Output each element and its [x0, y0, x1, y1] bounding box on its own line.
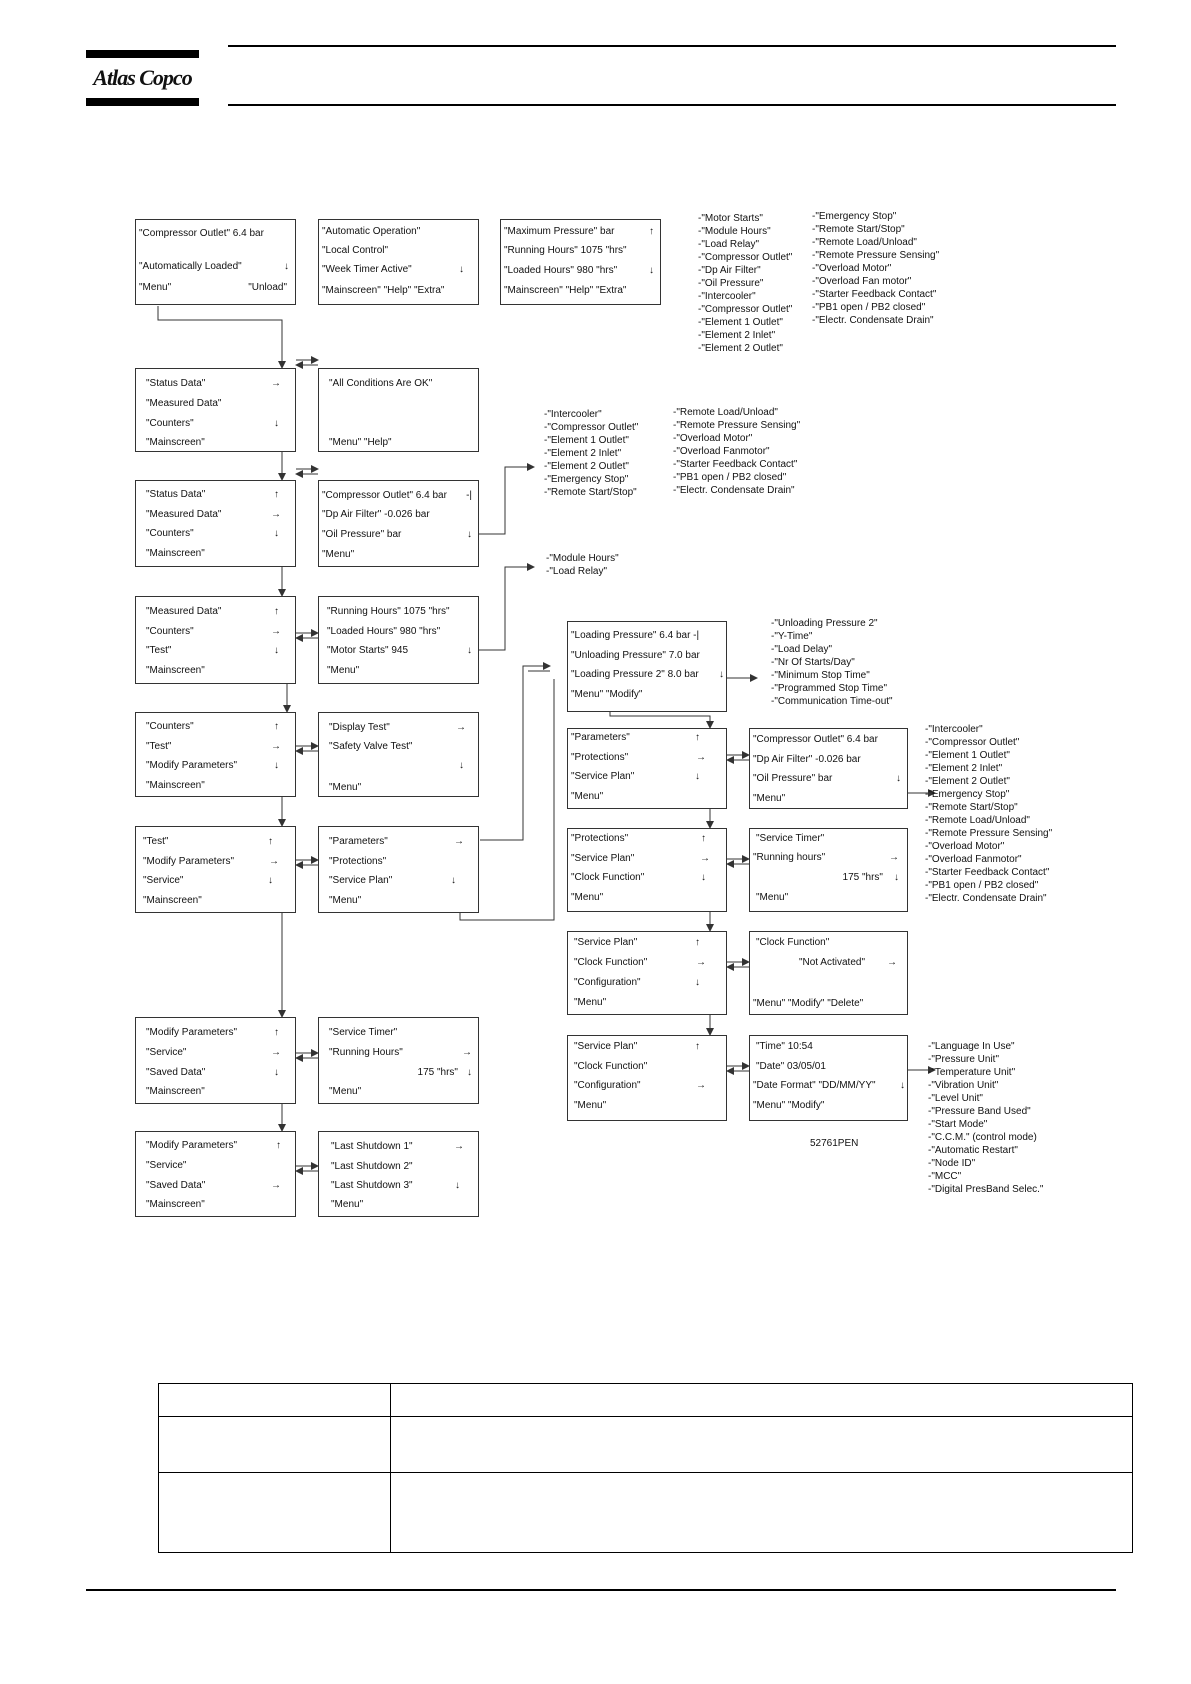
- box-line: "Compressor Outlet" 6.4 bar: [139, 228, 264, 239]
- arrow-down-icon: ↓: [649, 265, 654, 276]
- box-line: "Menu": [322, 549, 355, 560]
- box-service-plan-timer: [749, 828, 908, 912]
- box-line: -|: [466, 490, 472, 501]
- list-item: -"Module Hours": [698, 226, 771, 237]
- box-line: "Local Control": [322, 245, 389, 256]
- box-service-timer: [318, 1017, 479, 1104]
- list-item: -"Remote Start/Stop": [812, 224, 905, 235]
- arrow-right-icon: →: [887, 957, 897, 968]
- box-line: "Mainscreen" "Help" "Extra": [322, 285, 445, 296]
- box-line: "Status Data": [146, 378, 206, 389]
- list-item: -"Electr. Condensate Drain": [812, 315, 934, 326]
- box-line: "Counters": [146, 418, 194, 429]
- arrow-right-icon: →: [889, 852, 899, 863]
- arrow-down-icon: ↓: [719, 669, 724, 680]
- box-line: "Loading Pressure" 6.4 bar -|: [571, 630, 700, 641]
- box-line: "Automatically Loaded": [139, 261, 242, 272]
- box-line: "Mainscreen" "Help" "Extra": [504, 285, 627, 296]
- list-item: -"Start Mode": [928, 1119, 988, 1130]
- arrow-up-icon: ↑: [276, 1140, 281, 1151]
- box-line: "Test": [146, 645, 172, 656]
- box-loading-pressure: [567, 621, 727, 712]
- box-line: "Last Shutdown 3": [331, 1180, 413, 1191]
- box-line: "Menu": [756, 892, 789, 903]
- list-item: -"Temperature Unit": [928, 1067, 1016, 1078]
- box-line: "Mainscreen": [146, 437, 205, 448]
- box-line: "Safety Valve Test": [329, 741, 413, 752]
- box-menu-status-data: [135, 368, 296, 452]
- box-configuration: [749, 1035, 908, 1121]
- arrow-down-icon: ↓: [274, 1067, 279, 1078]
- list-item: -"Emergency Stop": [812, 211, 897, 222]
- list-item: -"Remote Load/Unload": [673, 407, 778, 418]
- arrow-right-icon: →: [696, 752, 706, 763]
- list-item: -"Electr. Condensate Drain": [673, 485, 795, 496]
- arrow-up-icon: ↑: [274, 606, 279, 617]
- box-line: "Oil Pressure" bar: [753, 773, 833, 784]
- arrow-right-icon: →: [456, 722, 466, 733]
- list-item: -"Compressor Outlet": [544, 422, 639, 433]
- list-configuration: [928, 1040, 1043, 1196]
- arrow-right-icon: →: [696, 1080, 706, 1091]
- box-line: "Protections": [571, 752, 629, 763]
- list-item: -"Dp Air Filter": [698, 265, 761, 276]
- list-item: -"Starter Feedback Contact": [925, 867, 1050, 878]
- arrow-down-icon: ↓: [701, 872, 706, 883]
- table-cell: [159, 1473, 391, 1553]
- box-line: "Menu": [327, 665, 360, 676]
- list-item: -"Element 2 Outlet": [925, 776, 1010, 787]
- list-item: -"Remote Start/Stop": [925, 802, 1018, 813]
- box-line: "Saved Data": [146, 1180, 206, 1191]
- box-line: "Running hours": [753, 852, 826, 863]
- box-line: "Service": [143, 875, 184, 886]
- list-item: -"Module Hours": [546, 553, 619, 564]
- box-line: "Counters": [146, 528, 194, 539]
- box-line: "Dp Air Filter" -0.026 bar: [753, 754, 861, 765]
- arrow-down-icon: ↓: [284, 261, 289, 272]
- box-line: "Menu" "Modify": [753, 1100, 825, 1111]
- box-line: "Service": [146, 1160, 187, 1171]
- box-line: "Service Plan": [571, 853, 635, 864]
- arrow-right-icon: →: [454, 1141, 464, 1152]
- box-line: "Clock Function": [571, 872, 645, 883]
- arrow-right-icon: →: [271, 509, 281, 520]
- arrow-down-icon: ↓: [459, 264, 464, 275]
- list-item: -"Pressure Band Used": [928, 1106, 1031, 1117]
- list-item: -"Motor Starts": [698, 213, 763, 224]
- arrow-up-icon: ↑: [649, 226, 654, 237]
- box-line: "Dp Air Filter" -0.026 bar: [322, 509, 430, 520]
- list-item: -"Element 2 Inlet": [925, 763, 1003, 774]
- arrow-down-icon: ↓: [900, 1080, 905, 1091]
- box-menu-test: [135, 712, 296, 797]
- box-last-shutdowns: [318, 1131, 479, 1217]
- list-item: -"Load Delay": [771, 644, 833, 655]
- arrow-right-icon: →: [271, 741, 281, 752]
- box-test-options: [318, 712, 479, 797]
- box-line: "Unloading Pressure" 7.0 bar: [571, 650, 700, 661]
- box-line: "Date" 03/05/01: [756, 1061, 826, 1072]
- box-line: "Service Plan": [571, 771, 635, 782]
- box-line: "Service Plan": [574, 1041, 638, 1052]
- arrow-down-icon: ↓: [268, 875, 273, 886]
- list-item: -"Overload Fanmotor": [673, 446, 770, 457]
- box-line: 175 "hrs": [417, 1067, 458, 1078]
- list-item: -"Remote Pressure Sensing": [925, 828, 1053, 839]
- box-line: "Loaded Hours" 980 "hrs": [327, 626, 441, 637]
- list-measured-b: [673, 406, 800, 497]
- list-item: -"Load Relay": [698, 239, 760, 250]
- arrow-down-icon: ↓: [459, 760, 464, 771]
- arrow-down-icon: ↓: [274, 645, 279, 656]
- box-clock-function: [749, 931, 908, 1015]
- arrow-down-icon: ↓: [274, 760, 279, 771]
- arrow-down-icon: ↓: [274, 418, 279, 429]
- box-line: "Service Timer": [329, 1027, 398, 1038]
- wire-main-to-menu: [158, 306, 282, 368]
- box-line: "Last Shutdown 1": [331, 1141, 413, 1152]
- list-item: -"Digital PresBand Selec.": [928, 1184, 1044, 1195]
- list-item: -"Remote Pressure Sensing": [673, 420, 801, 431]
- arrow-up-icon: ↑: [695, 937, 700, 948]
- list-item: -"Pressure Unit": [928, 1054, 1000, 1065]
- table-row: [159, 1417, 1133, 1473]
- box-line: "Test": [143, 836, 169, 847]
- arrow-down-icon: ↓: [467, 645, 472, 656]
- list-item: -"Minimum Stop Time": [771, 670, 870, 681]
- box-line: "Clock Function": [574, 957, 648, 968]
- box-line: "Mainscreen": [146, 665, 205, 676]
- list-item: -"Element 1 Outlet": [698, 317, 783, 328]
- list-item: -"Compressor Outlet": [698, 252, 793, 263]
- box-main-display: [135, 219, 296, 305]
- list-item: -"Electr. Condensate Drain": [925, 893, 1047, 904]
- wire-measured-to-list: [478, 467, 534, 534]
- arrow-down-icon: ↓: [274, 528, 279, 539]
- list-item: -"Element 2 Inlet": [698, 330, 776, 341]
- arrow-right-icon: →: [454, 836, 464, 847]
- arrow-down-icon: ↓: [695, 771, 700, 782]
- box-line: "Menu" "Help": [329, 437, 392, 448]
- box-line: "Service Timer": [756, 833, 825, 844]
- list-item: -"Overload Motor": [673, 433, 753, 444]
- box-line: "Menu": [574, 997, 607, 1008]
- table-cell: [391, 1473, 1133, 1553]
- arrow-up-icon: ↑: [695, 1041, 700, 1052]
- box-line: "Compressor Outlet" 6.4 bar: [753, 734, 878, 745]
- wire-counters-to-list: [478, 567, 534, 650]
- box-line: "Menu": [329, 1086, 362, 1097]
- list-item: -"C.C.M." (control mode): [928, 1132, 1037, 1143]
- arrow-right-icon: →: [271, 1047, 281, 1058]
- box-modify-options: [318, 826, 479, 913]
- list-item: -"Programmed Stop Time": [771, 683, 888, 694]
- box-line: "Measured Data": [146, 509, 222, 520]
- box-line: "All Conditions Are OK": [329, 378, 433, 389]
- list-item: -"Remote Load/Unload": [812, 237, 917, 248]
- table-row: [159, 1473, 1133, 1553]
- list-item: -"Emergency Stop": [925, 789, 1010, 800]
- box-line: "Service Plan": [329, 875, 393, 886]
- list-item: -"Overload Motor": [812, 263, 892, 274]
- list-item: -"PB1 open / PB2 closed": [812, 302, 926, 313]
- box-line: "Configuration": [574, 977, 641, 988]
- box-measured-values: [318, 480, 479, 567]
- box-line: "Measured Data": [146, 398, 222, 409]
- list-protections: [925, 723, 1052, 905]
- logo-wordmark: Atlas Copco: [93, 65, 192, 90]
- arrow-up-icon: ↑: [701, 833, 706, 844]
- box-line: "Date Format" "DD/MM/YY": [753, 1080, 876, 1091]
- box-line: "Saved Data": [146, 1067, 206, 1078]
- list-measured-a: [544, 408, 638, 499]
- arrow-right-icon: →: [462, 1047, 472, 1058]
- box-line: "Modify Parameters": [146, 760, 238, 771]
- box-line: "Motor Starts" 945: [327, 645, 409, 656]
- box-line: "Clock Function": [756, 937, 830, 948]
- list-counters-b: [546, 552, 619, 578]
- list-item: -"PB1 open / PB2 closed": [673, 472, 787, 483]
- arrow-right-icon: →: [271, 1180, 281, 1191]
- box-line: "Modify Parameters": [143, 856, 235, 867]
- list-item: -"Overload Fanmotor": [925, 854, 1022, 865]
- list-item: -"Intercooler": [698, 291, 756, 302]
- box-line: "Compressor Outlet" 6.4 bar: [322, 490, 447, 501]
- list-item: -"Remote Start/Stop": [544, 487, 637, 498]
- box-line: "Service": [146, 1047, 187, 1058]
- list-item: -"Compressor Outlet": [925, 737, 1020, 748]
- wire-modify-to-loading: [480, 666, 550, 840]
- box-line: "Protections": [571, 833, 629, 844]
- box-menu-clock-function: [567, 1035, 727, 1121]
- list-item: -"Automatic Restart": [928, 1145, 1018, 1156]
- box-line: "Menu": [331, 1199, 364, 1210]
- list-item: -"Communication Time-out": [771, 696, 893, 707]
- list-parameters: [771, 617, 893, 708]
- arrow-down-icon: ↓: [467, 1067, 472, 1078]
- box-line: "Parameters": [329, 836, 388, 847]
- box-line: "Week Timer Active": [322, 264, 412, 275]
- box-line: "Menu": [329, 895, 362, 906]
- box-line: "Last Shutdown 2": [331, 1161, 413, 1172]
- box-line: "Counters": [146, 626, 194, 637]
- arrow-right-icon: →: [271, 626, 281, 637]
- box-line: "Modify Parameters": [146, 1027, 238, 1038]
- list-item: -"PB1 open / PB2 closed": [925, 880, 1039, 891]
- list-item: -"Remote Pressure Sensing": [812, 250, 940, 261]
- list-item: -"Starter Feedback Contact": [812, 289, 937, 300]
- box-menu-service-plan: [567, 931, 727, 1015]
- box-line: "Oil Pressure" bar: [322, 529, 402, 540]
- arrow-up-icon: ↑: [274, 489, 279, 500]
- box-line: "Menu": [329, 782, 362, 793]
- arrow-up-icon: ↑: [274, 721, 279, 732]
- list-item: -"Starter Feedback Contact": [673, 459, 798, 470]
- arrow-down-icon: ↓: [695, 977, 700, 988]
- arrow-down-icon: ↓: [894, 872, 899, 883]
- table-row: [159, 1384, 1133, 1417]
- box-menu-parameters: [567, 728, 727, 809]
- list-item: -"Level Unit": [928, 1093, 983, 1104]
- box-maximum-pressure: [500, 219, 661, 305]
- footer-rule: [86, 1589, 1116, 1591]
- box-line: "Menu": [139, 282, 172, 293]
- arrow-up-icon: ↑: [268, 836, 273, 847]
- box-line: "Running Hours": [329, 1047, 403, 1058]
- list-item: -"Element 1 Outlet": [925, 750, 1010, 761]
- box-menu-modify-parameters: [135, 826, 296, 913]
- box-line: "Protections": [329, 856, 387, 867]
- arrow-down-icon: ↓: [896, 773, 901, 784]
- list-item: -"Intercooler": [544, 409, 602, 420]
- box-line: "Counters": [146, 721, 194, 732]
- box-line: "Measured Data": [146, 606, 222, 617]
- list-item: -"Load Relay": [546, 566, 608, 577]
- table-cell: [159, 1384, 391, 1417]
- box-line: "Running Hours" 1075 "hrs": [504, 245, 627, 256]
- list-item: -"Y-Time": [771, 631, 813, 642]
- box-line: "Unload": [248, 282, 287, 293]
- list-item: -"Emergency Stop": [544, 474, 629, 485]
- list-counters-a: [698, 212, 792, 355]
- table-cell: [391, 1417, 1133, 1473]
- box-line: "Menu": [571, 791, 604, 802]
- box-menu-saved-data: [135, 1131, 296, 1217]
- arrow-right-icon: →: [269, 856, 279, 867]
- box-menu-measured-data: [135, 480, 296, 567]
- box-automatic-operation: [318, 219, 479, 305]
- box-menu-service: [135, 1017, 296, 1104]
- box-line: "Menu": [753, 793, 786, 804]
- list-item: -"Remote Load/Unload": [925, 815, 1030, 826]
- box-menu-counters: [135, 596, 296, 684]
- box-line: "Not Activated": [798, 957, 865, 968]
- list-item: -"Element 2 Outlet": [698, 343, 783, 354]
- list-item: -"Overload Motor": [925, 841, 1005, 852]
- table-cell: [159, 1417, 391, 1473]
- list-item: -"Nr Of Starts/Day": [771, 657, 855, 668]
- box-counter-values: [318, 596, 479, 684]
- box-line: "Mainscreen": [146, 1086, 205, 1097]
- table-cell: [391, 1384, 1133, 1417]
- box-line: "Clock Function": [574, 1061, 648, 1072]
- legend-table: [158, 1383, 1133, 1553]
- box-line: "Menu": [571, 892, 604, 903]
- box-line: "Maximum Pressure" bar: [504, 226, 615, 237]
- box-line: "Mainscreen": [146, 780, 205, 791]
- box-line: "Modify Parameters": [146, 1140, 238, 1151]
- box-line: "Menu" "Modify": [571, 689, 643, 700]
- list-item: -"Vibration Unit": [928, 1080, 999, 1091]
- list-item: -"MCC": [928, 1171, 962, 1182]
- box-line: "Loading Pressure 2" 8.0 bar: [571, 669, 699, 680]
- list-item: -"Language In Use": [928, 1041, 1015, 1052]
- arrow-down-icon: ↓: [455, 1180, 460, 1191]
- list-item: -"Element 2 Inlet": [544, 448, 622, 459]
- box-line: "Menu": [574, 1100, 607, 1111]
- box-line: "Automatic Operation": [322, 226, 421, 237]
- list-item: -"Node ID": [928, 1158, 976, 1169]
- box-line: "Mainscreen": [146, 548, 205, 559]
- wire-loading-to-parameters: [610, 712, 710, 728]
- arrow-right-icon: →: [700, 853, 710, 864]
- arrow-up-icon: ↑: [695, 732, 700, 743]
- box-line: "Mainscreen": [146, 1199, 205, 1210]
- box-protection-values: [749, 728, 908, 809]
- list-item: -"Overload Fan motor": [812, 276, 912, 287]
- arrow-down-icon: ↓: [467, 529, 472, 540]
- arrow-down-icon: ↓: [451, 875, 456, 886]
- list-item: -"Oil Pressure": [698, 278, 764, 289]
- box-line: "Display Test": [329, 722, 390, 733]
- list-item: -"Element 2 Outlet": [544, 461, 629, 472]
- box-line: "Menu" "Modify" "Delete": [753, 998, 864, 1009]
- box-line: 175 "hrs": [842, 872, 883, 883]
- box-line: "Loaded Hours" 980 "hrs": [504, 265, 618, 276]
- box-all-conditions-ok: [318, 368, 479, 452]
- arrow-right-icon: →: [696, 957, 706, 968]
- box-line: "Service Plan": [574, 937, 638, 948]
- list-item: -"Unloading Pressure 2": [771, 618, 878, 629]
- box-line: "Configuration": [574, 1080, 641, 1091]
- figure-code: 52761PEN: [810, 1138, 859, 1149]
- box-line: "Mainscreen": [143, 895, 202, 906]
- arrow-up-icon: ↑: [274, 1027, 279, 1038]
- box-line: "Status Data": [146, 489, 206, 500]
- list-item: -"Element 1 Outlet": [544, 435, 629, 446]
- list-item: -"Intercooler": [925, 724, 983, 735]
- list-status-a: [812, 210, 939, 327]
- box-line: "Running Hours" 1075 "hrs": [327, 606, 450, 617]
- box-line: "Parameters": [571, 732, 630, 743]
- box-line: "Time" 10:54: [756, 1041, 813, 1052]
- box-line: "Test": [146, 741, 172, 752]
- list-item: -"Compressor Outlet": [698, 304, 793, 315]
- box-menu-protections: [567, 828, 727, 912]
- arrow-right-icon: →: [271, 378, 281, 389]
